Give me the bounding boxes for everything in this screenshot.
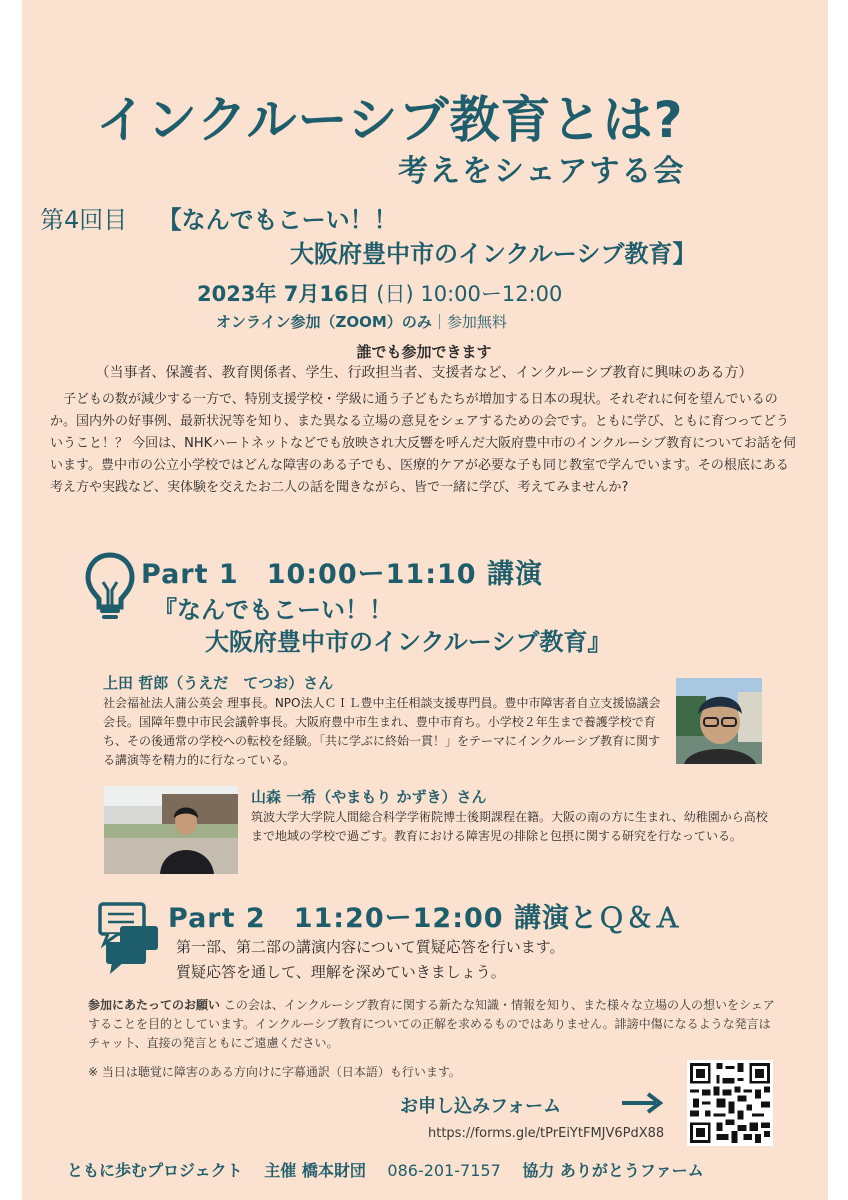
participation-notice xyxy=(88,996,778,1053)
apply-form-label: お申し込みフォーム xyxy=(400,1096,562,1117)
speaker-1-bio: 社会福祉法人蒲公英会 理事長。NPO法人ＣＩＬ豊中主任相談支援専門員。豊中市障害者自立支援協議会 会長。国障年豊中市民会議幹事長。大阪府豊中市生まれ、豊中市育ち。小学校２年生まで養護学校で育ち、その後通常の学校への転校を経験。「共に学ぶに終始一貫！」をテーマにインクルーシブ教育に関する講演等を精力的に行なっている。 xyxy=(103,696,661,767)
footer-host: 主催 橋本財団 xyxy=(264,1161,366,1180)
part1-title-line1: 『なんでもこーい！！ xyxy=(153,596,393,624)
arrow-right-icon xyxy=(620,1090,664,1120)
apply-form-link[interactable]: https://forms.gle/tPrEiYtFMJV6PdX88 xyxy=(428,1126,665,1141)
footer xyxy=(67,1158,720,1181)
footer-project: ともに歩むプロジェクト xyxy=(67,1161,243,1180)
chat-bubbles-icon xyxy=(98,900,162,980)
event-date-rest: (日) 10:00ー12:00 xyxy=(376,282,563,306)
notice-label: 参加にあたってのお願い xyxy=(88,998,221,1012)
footer-phone: 086-201-7157 xyxy=(387,1161,501,1180)
session-title xyxy=(40,200,398,235)
audience-heading: 誰でも参加できます xyxy=(356,343,492,361)
event-online-bold: オンライン参加（ZOOM）のみ xyxy=(216,313,432,331)
event-date xyxy=(197,278,562,308)
session-title-line2: 大阪府豊中市のインクルーシブ教育】 xyxy=(290,240,697,268)
event-online xyxy=(216,311,507,332)
session-number: 第4回目 xyxy=(40,206,128,234)
speaker-2-bio: 筑波大学大学院人間総合科学学術院博士後期課程在籍。大阪の南の方に生まれ、幼稚園から高校まで地域の学校で過ごす。教育における障害児の排除と包摂に関する研究を行なっている。 xyxy=(251,810,768,843)
qr-code[interactable] xyxy=(687,1060,773,1146)
caption-note: ※ 当日は聴覚に障害のある方向けに字幕通訳（日本語）も行います。 xyxy=(88,1065,461,1079)
page-title: インクルーシブ教育とは? xyxy=(96,91,684,149)
speaker-1-name: 上田 哲郎（うえだ てつお）さん xyxy=(103,674,334,692)
page-subtitle: 考えをシェアする会 xyxy=(398,154,686,189)
event-date-bold: 2023年 7月16日 xyxy=(197,282,370,306)
intro-paragraph: 子どもの数が減少する一方で、特別支援学校・学級に通う子どもたちが増加する日本の現状。それぞれに何を望んでいるのか。国内外の好事例、最新状況等を知り、また異なる立場の意見をシェアするための会です。ともに学び、ともに育つってどういうこと！？ 今回は、NHKハートネットなどでも放映され大反響を呼んだ大阪府豊中市のインクルーシブ教育についてお話を伺います。豊中市の公立小学校ではどんな障害のある子でも、医療的ケアが必要な子も同じ教室で学んでいます。その根底にある考え方や実践など、実体験を交えたお二人の話を聞きながら、皆で一緒に学び、考えてみませんか? xyxy=(50,392,796,495)
footer-cooperation: 協力 ありがとうファーム xyxy=(522,1161,704,1180)
part2-description xyxy=(176,935,565,985)
speaker-2-photo xyxy=(104,786,238,874)
session-title-line1: 【なんでもこーい！！ xyxy=(157,206,398,234)
speaker-2-name: 山森 一希（やまもり かずき）さん xyxy=(251,788,487,806)
part2-desc-line2: 質疑応答を通して、理解を深めていきましょう。 xyxy=(176,963,506,981)
part2-heading: Part 2 11:20ー12:00 講演とＱ＆Ａ xyxy=(168,903,682,934)
notice-text: この会は、インクルーシブ教育に関する新たな知識・情報を知り、また様々な立場の人の想いをシェアすることを目的としています。インクルーシブ教育についての正解を求めるものではありません。誹謗中傷になるような発言はチャット、直接の発言ともにご遠慮ください。 xyxy=(88,998,775,1050)
speaker-1-photo xyxy=(676,678,762,764)
part1-heading: Part 1 10:00ー11:10 講演 xyxy=(141,559,543,590)
part1-title-line2: 大阪府豊中市のインクルーシブ教育』 xyxy=(205,628,612,656)
event-online-rest: ｜参加無料 xyxy=(431,313,507,331)
audience-list: （当事者、保護者、教育関係者、学生、行政担当者、支援者など、インクルーシブ教育に興味のある方） xyxy=(95,365,753,381)
part2-desc-line1: 第一部、第二部の講演内容について質疑応答を行います。 xyxy=(176,938,565,956)
lightbulb-icon xyxy=(84,552,136,628)
